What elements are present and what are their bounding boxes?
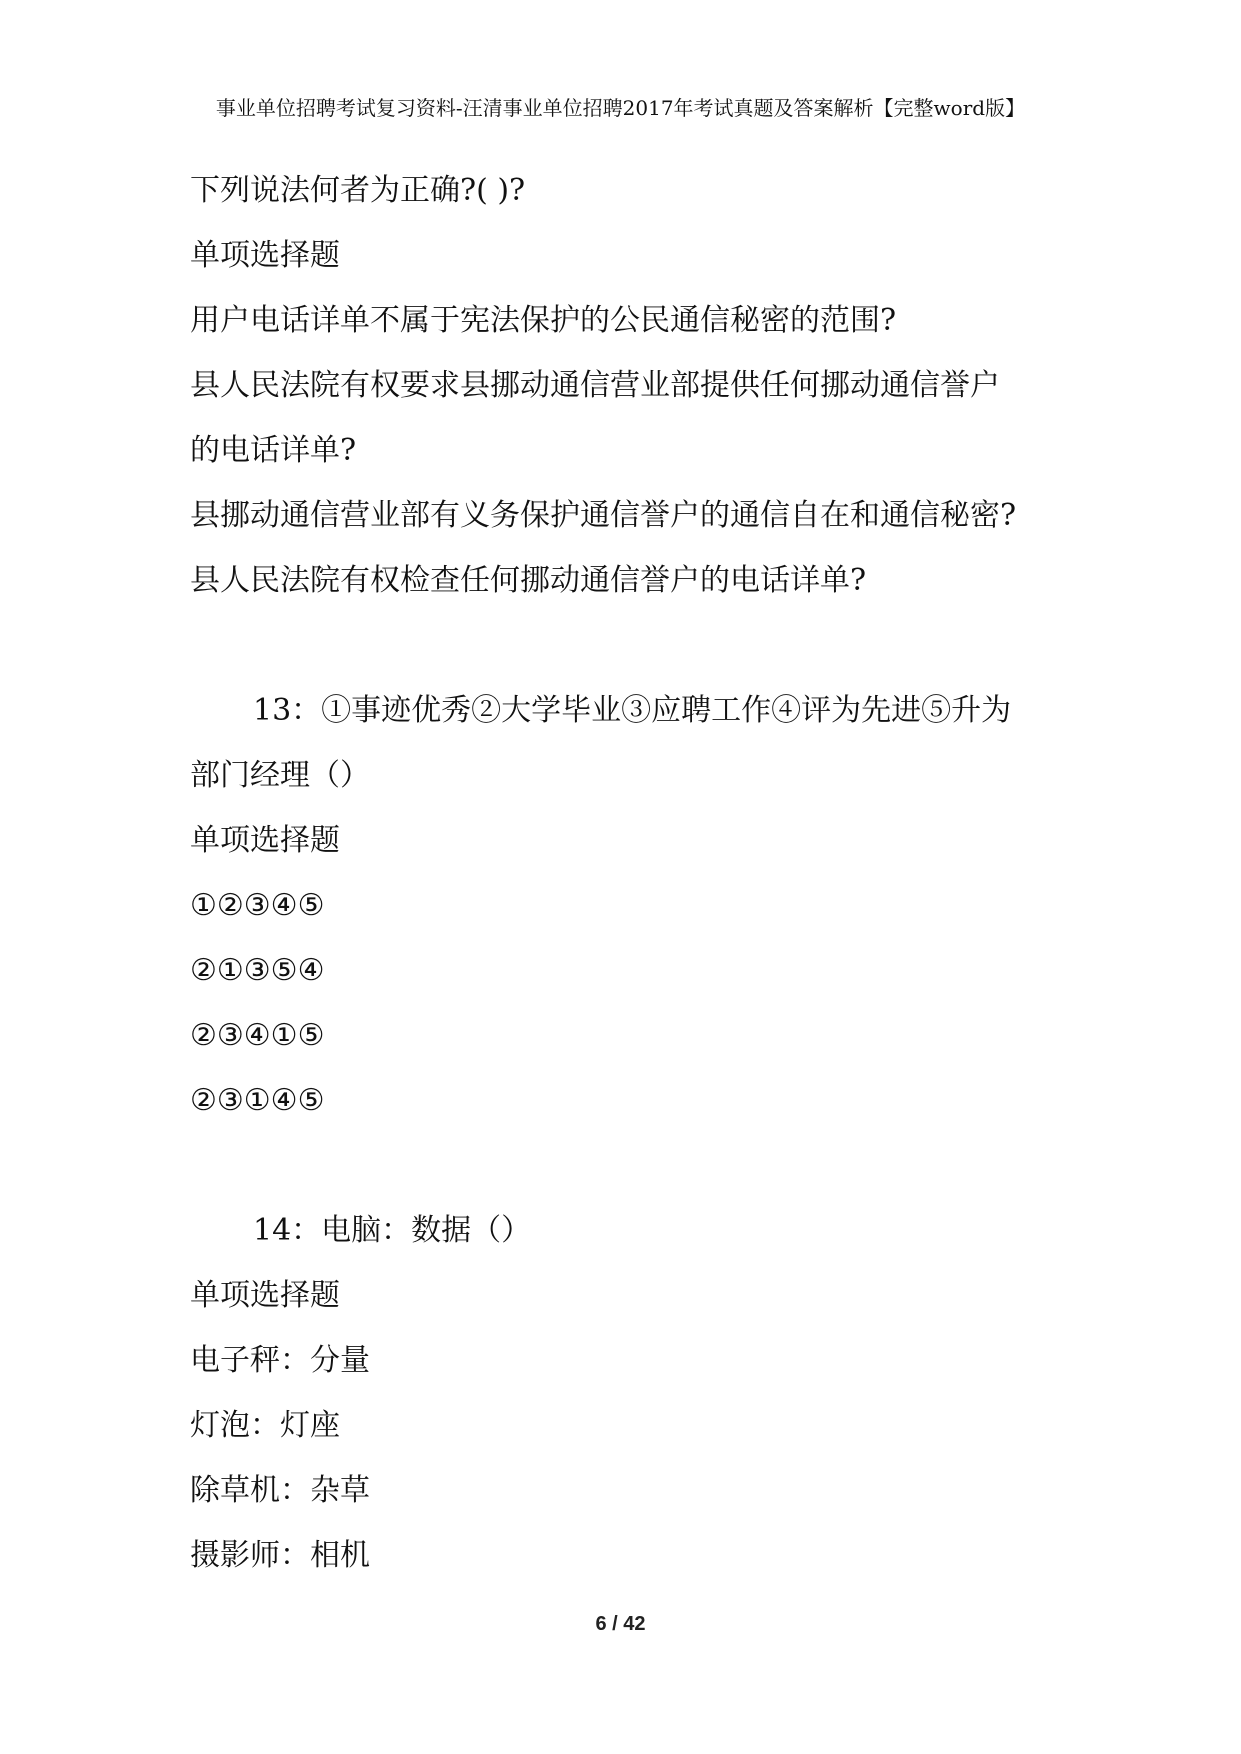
option-d: ②③①④⑤ (190, 1083, 325, 1118)
question-text: 下列说法何者为正确?( )? (190, 173, 526, 208)
option-a: ①②③④⑤ (190, 888, 325, 923)
question-12 (190, 158, 1060, 613)
spacer (190, 613, 1060, 678)
option-d: 摄影师：相机 (190, 1538, 370, 1573)
question-text: 13：①事迹优秀②大学毕业③应聘工作④评为先进⑤升为 (253, 693, 1012, 728)
question-type: 单项选择题 (190, 1278, 340, 1313)
spacer (190, 1133, 1060, 1198)
option-b: ②①③⑤④ (190, 953, 325, 988)
option-a: 用户电话详单不属于宪法保护的公民通信秘密的范围? (190, 303, 897, 338)
option-c: ②③④①⑤ (190, 1018, 325, 1053)
option-b: 灯泡：灯座 (190, 1408, 340, 1443)
option-c: 除草机：杂草 (190, 1473, 370, 1508)
option-b: 县人民法院有权要求县挪动通信营业部提供任何挪动通信誉户 (190, 368, 1000, 403)
option-a: 电子秤：分量 (190, 1343, 370, 1378)
question-text: 14：电脑：数据（） (253, 1213, 532, 1248)
question-type: 单项选择题 (190, 238, 340, 273)
document-body (190, 158, 1060, 1588)
page-number: 6 / 42 (595, 1613, 646, 1635)
document-header: 事业单位招聘考试复习资料-汪清事业单位招聘2017年考试真题及答案解析【完整word版】 (215, 96, 1026, 120)
question-14 (190, 1198, 1060, 1588)
question-type: 单项选择题 (190, 823, 340, 858)
option-b-continued: 的电话详单? (190, 433, 357, 468)
question-13 (190, 678, 1060, 1133)
option-d: 县人民法院有权检查任何挪动通信誉户的电话详单? (190, 563, 867, 598)
question-text-continued: 部门经理（） (190, 758, 370, 793)
option-c: 县挪动通信营业部有义务保护通信誉户的通信自在和通信秘密? (190, 498, 1017, 533)
